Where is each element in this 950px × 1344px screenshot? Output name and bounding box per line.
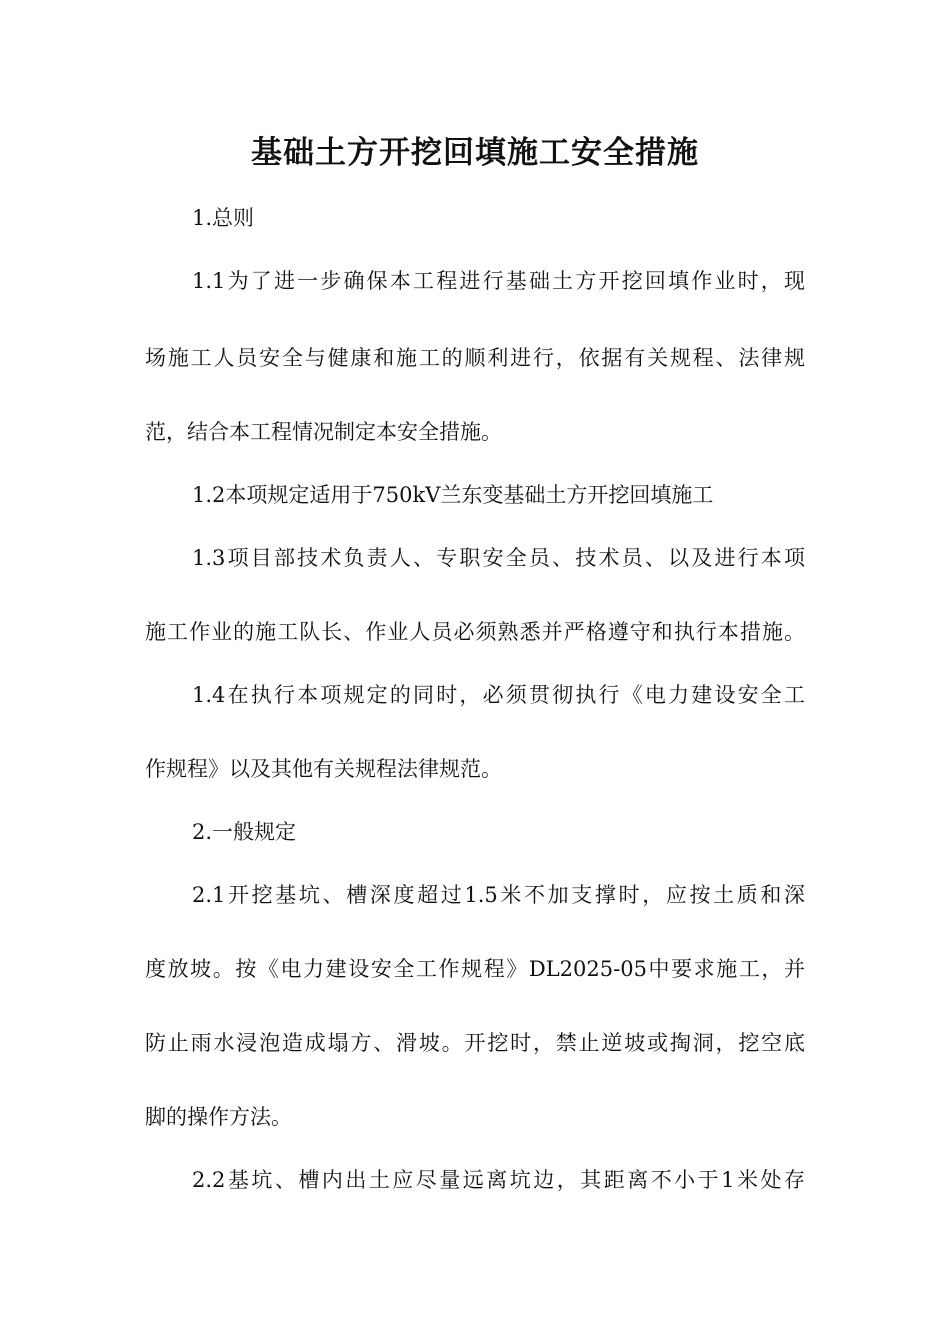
paragraph-line: 1.3项目部技术负责人、专职安全员、技术员、以及进行本项 [192, 546, 805, 570]
section-heading-general-rules: 2.一般规定 [192, 820, 297, 844]
paragraph-line: 施工作业的施工队长、作业人员必须熟悉并严格遵守和执行本措施。 [145, 620, 805, 644]
section-heading-general: 1.总则 [192, 206, 255, 230]
paragraph-line: 1.2本项规定适用于750kV兰东变基础土方开挖回填施工 [192, 483, 714, 507]
paragraph-line: 1.4在执行本项规定的同时，必须贯彻执行《电力建设安全工 [192, 683, 805, 707]
paragraph-line: 脚的操作方法。 [145, 1105, 292, 1129]
document-title: 基础土方开挖回填施工安全措施 [251, 135, 699, 171]
paragraph-line: 2.2基坑、槽内出土应尽量远离坑边，其距离不小于1米处存 [192, 1168, 805, 1192]
paragraph-line: 1.1为了进一步确保本工程进行基础土方开挖回填作业时，现 [192, 269, 805, 293]
paragraph-line: 场施工人员安全与健康和施工的顺利进行，依据有关规程、法律规 [145, 346, 805, 370]
paragraph-line: 度放坡。按《电力建设安全工作规程》DL2025-05中要求施工，并 [145, 957, 805, 981]
paragraph-line: 防止雨水浸泡造成塌方、滑坡。开挖时，禁止逆坡或掏洞，挖空底 [145, 1031, 805, 1055]
paragraph-line: 作规程》以及其他有关规程法律规范。 [145, 757, 502, 781]
paragraph-line: 范，结合本工程情况制定本安全措施。 [145, 420, 502, 444]
paragraph-line: 2.1开挖基坑、槽深度超过1.5米不加支撑时，应按土质和深 [192, 883, 805, 907]
